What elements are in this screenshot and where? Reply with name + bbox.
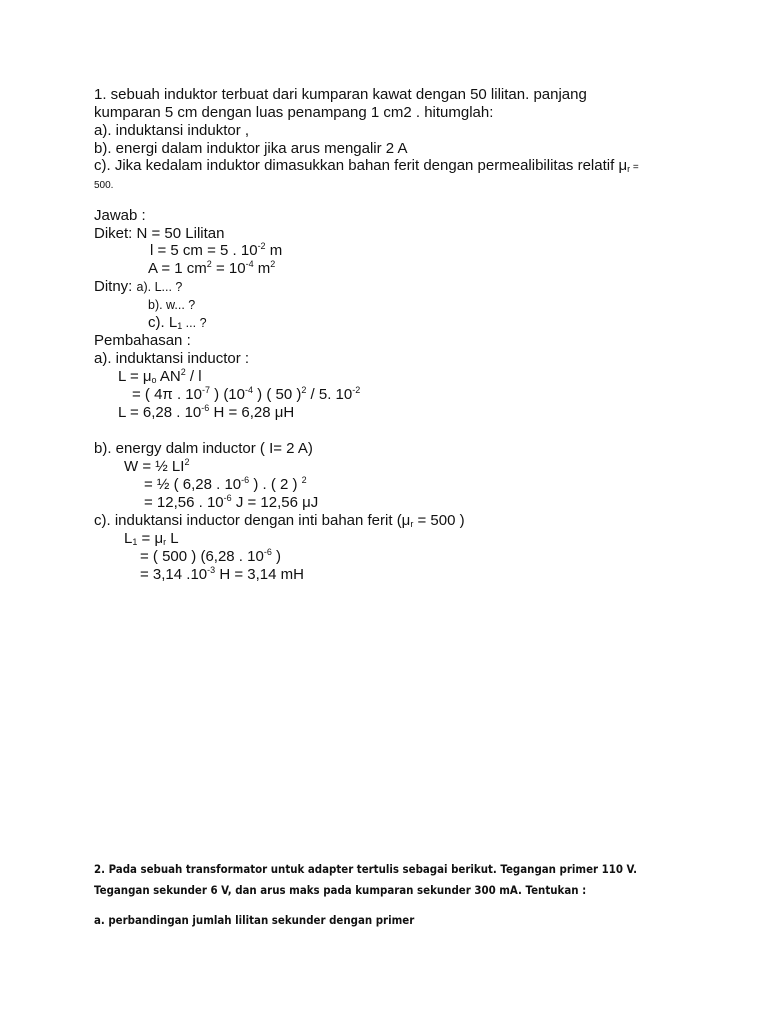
part-a-formula: $L = \mu_o$ $AN^2$ / l [118, 367, 202, 385]
q1-line-2: kumparan 5 cm dengan luas penampang 1 cm2 . hitumglah: [94, 104, 494, 121]
q1-option-b: b). energi dalam induktor jika arus mengalir 2 A [94, 140, 408, 157]
q1-option-a: a). induktansi induktor , [94, 122, 250, 139]
q1-option-c: c). Jika kedalam induktor dimasukkan bahan ferit dengan permealibilitas relatif $\mu_r$ = [94, 157, 639, 174]
part-b-formula: W = ½ $LI^2$ [124, 457, 190, 475]
asked-b: b). w... ? [148, 298, 196, 312]
part-c-title: c). induktansi inductor dengan inti bahan ferit ($\mu_r = 500$ ) [94, 512, 465, 529]
given-area: A = 1 $cm^2 = 10^{-4}$ $m^2$ [148, 259, 276, 277]
q2-line-1: 2. Pada sebuah transformator untuk adapter tertulis sebagai berikut. Tegangan primer 110 V. [94, 862, 638, 876]
part-c-substitution: = ( 500 ) (6,28 . $10^{-6}$ ) [140, 547, 282, 565]
discussion-heading: Pembahasan : [94, 332, 191, 349]
part-a-substitution: = ( 4π . $10^{-7}$ ) ($10^{-4}$ ) ( 50 )$^2$ / 5. $10^{-2}$ [132, 385, 361, 403]
part-c-formula: $L_1 = \mu_r$ L [124, 530, 179, 547]
given-length: l = 5 cm = 5 . $10^{-2}$ m [150, 241, 283, 259]
q2-option-a: a. perbandingan jumlah lilitan sekunder dengan primer [94, 913, 415, 927]
part-b-result: = 12,56 . $10^{-6}$ J = 12,56 μJ [144, 493, 319, 511]
q2-line-2: Tegangan sekunder 6 V, dan arus maks pada kumparan sekunder 300 mA. Tentukan : [94, 883, 587, 897]
asked-c: c). $L_1$ ... ? [148, 314, 207, 331]
given-n: Diket: N = 50 Lilitan [94, 225, 225, 242]
part-c-result: = 3,14 $.10^{-3}$ H = 3,14 mH [140, 565, 304, 583]
q1-line-1: 1. sebuah induktor terbuat dari kumparan kawat dengan 50 lilitan. panjang [94, 86, 587, 103]
asked-a: Ditny: a). L... ? [94, 278, 183, 295]
part-b-title: b). energy dalm inductor ( I= 2 A) [94, 440, 313, 457]
part-a-result: L = 6,28 . $10^{-6}$ H = 6,28 μH [118, 403, 295, 421]
answer-heading: Jawab : [94, 207, 146, 224]
part-a-title: a). induktansi inductor : [94, 350, 250, 367]
q1-mu-r-value: 500. [94, 180, 114, 191]
part-b-substitution: = ½ ( 6,28 . $10^{-6}$ ) . ( 2 ) $^2$ [144, 475, 307, 493]
